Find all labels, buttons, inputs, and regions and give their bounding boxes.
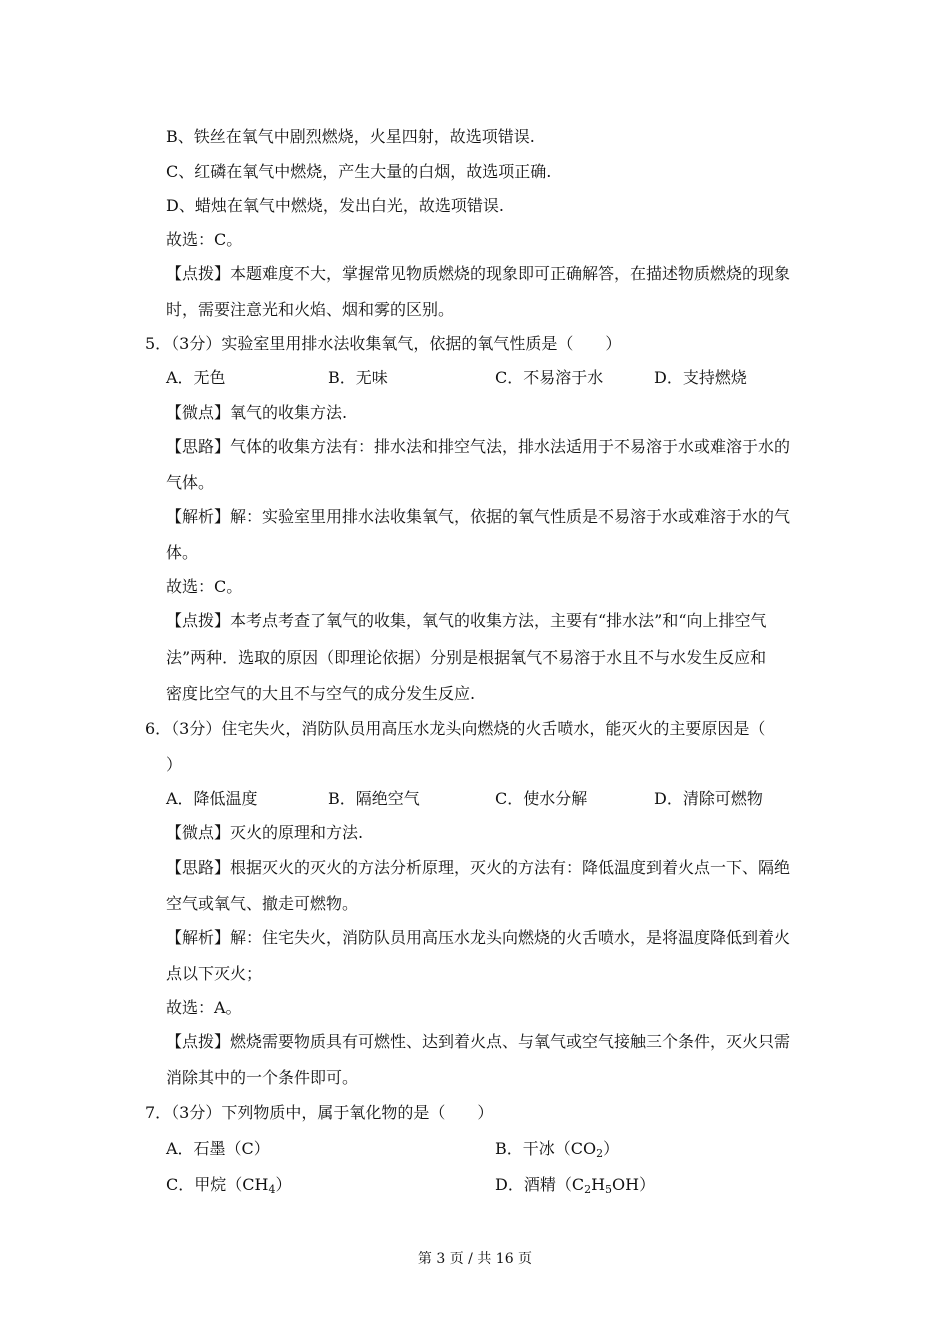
text-line: 故选：C。 — [166, 230, 243, 249]
text-line: 【解析】解：实验室里用排水法收集氧气，依据的氧气性质是不易溶于水或难溶于水的气 — [166, 507, 791, 526]
option-c: C．甲烷$(CH_4)$ — [166, 1175, 292, 1196]
text-line: 【微点】氧气的收集方法. — [166, 403, 348, 422]
text-line: 【点拨】本题难度不大，掌握常见物质燃烧的现象即可正确解答，在描述物质燃烧的现象 — [166, 264, 791, 283]
text-line: 气体。 — [166, 473, 215, 492]
text-line: 【解析】解：住宅失火，消防队员用高压水龙头向燃烧的火舌喷水，是将温度降低到着火 — [166, 928, 791, 947]
option-a: A．无色 — [166, 368, 226, 387]
text-line: 消除其中的一个条件即可。 — [166, 1068, 359, 1087]
text-line: 【点拨】本考点考查了氧气的收集，氧气的收集方法，主要有“排水法”和“向上排空气 — [166, 611, 767, 630]
option-b: B．隔绝空气 — [328, 789, 420, 808]
question-7: 7．（3分）下列物质中，属于氧化物的是（ ） — [145, 1103, 494, 1122]
option-b: B．干冰$(CO_2)$ — [495, 1139, 620, 1160]
text-line: 【点拨】燃烧需要物质具有可燃性、达到着火点、与氧气或空气接触三个条件，灭火只需 — [166, 1032, 791, 1051]
text-line: 空气或氧气、撤走可燃物。 — [166, 894, 359, 913]
text-line: 故选：A。 — [166, 998, 242, 1017]
text-line: 法”两种．选取的原因（即理论依据）分别是根据氧气不易溶于水且不与水发生反应和 — [166, 648, 767, 667]
page-footer: 第 3 页 / 共 16 页 — [417, 1251, 533, 1267]
option-a: A．降低温度 — [166, 789, 258, 808]
option-d: D．酒精$(C_2H_5OH)$ — [495, 1175, 656, 1196]
text-line: 【微点】灭火的原理和方法. — [166, 823, 364, 842]
text-line: 【思路】根据灭火的灭火的方法分析原理，灭火的方法有：降低温度到着火点一下、隔绝 — [166, 858, 791, 877]
option-c: C．不易溶于水 — [495, 368, 604, 387]
option-d: D．支持燃烧 — [654, 368, 747, 387]
text-line: 时，需要注意光和火焰、烟和雾的区别。 — [166, 300, 455, 319]
question-6: 6．（3分）住宅失火，消防队员用高压水龙头向燃烧的火舌喷水，能灭火的主要原因是（ — [145, 719, 766, 738]
text-line: C、红磷在氧气中燃烧，产生大量的白烟，故选项正确. — [166, 162, 552, 181]
text-line: 【思路】气体的收集方法有：排水法和排空气法，排水法适用于不易溶于水或难溶于水的 — [166, 437, 791, 456]
option-a: A．石墨（C） — [166, 1139, 270, 1158]
option-d: D．清除可燃物 — [654, 789, 763, 808]
question-5: 5．（3分）实验室里用排水法收集氧气，依据的氧气性质是（ ） — [145, 334, 622, 353]
option-b: B．无味 — [328, 368, 388, 387]
option-c: C．使水分解 — [495, 789, 588, 808]
text-line: B、铁丝在氧气中剧烈燃烧，火星四射，故选项错误. — [166, 127, 535, 146]
text-line: 密度比空气的大且不与空气的成分发生反应. — [166, 684, 476, 703]
text-line: 体。 — [166, 543, 199, 562]
text-line: D、蜡烛在氧气中燃烧，发出白光，故选项错误. — [166, 196, 504, 215]
text-line: 故选：C。 — [166, 577, 243, 596]
text-line: 点以下灭火； — [166, 964, 263, 983]
text-line: ） — [166, 755, 183, 774]
